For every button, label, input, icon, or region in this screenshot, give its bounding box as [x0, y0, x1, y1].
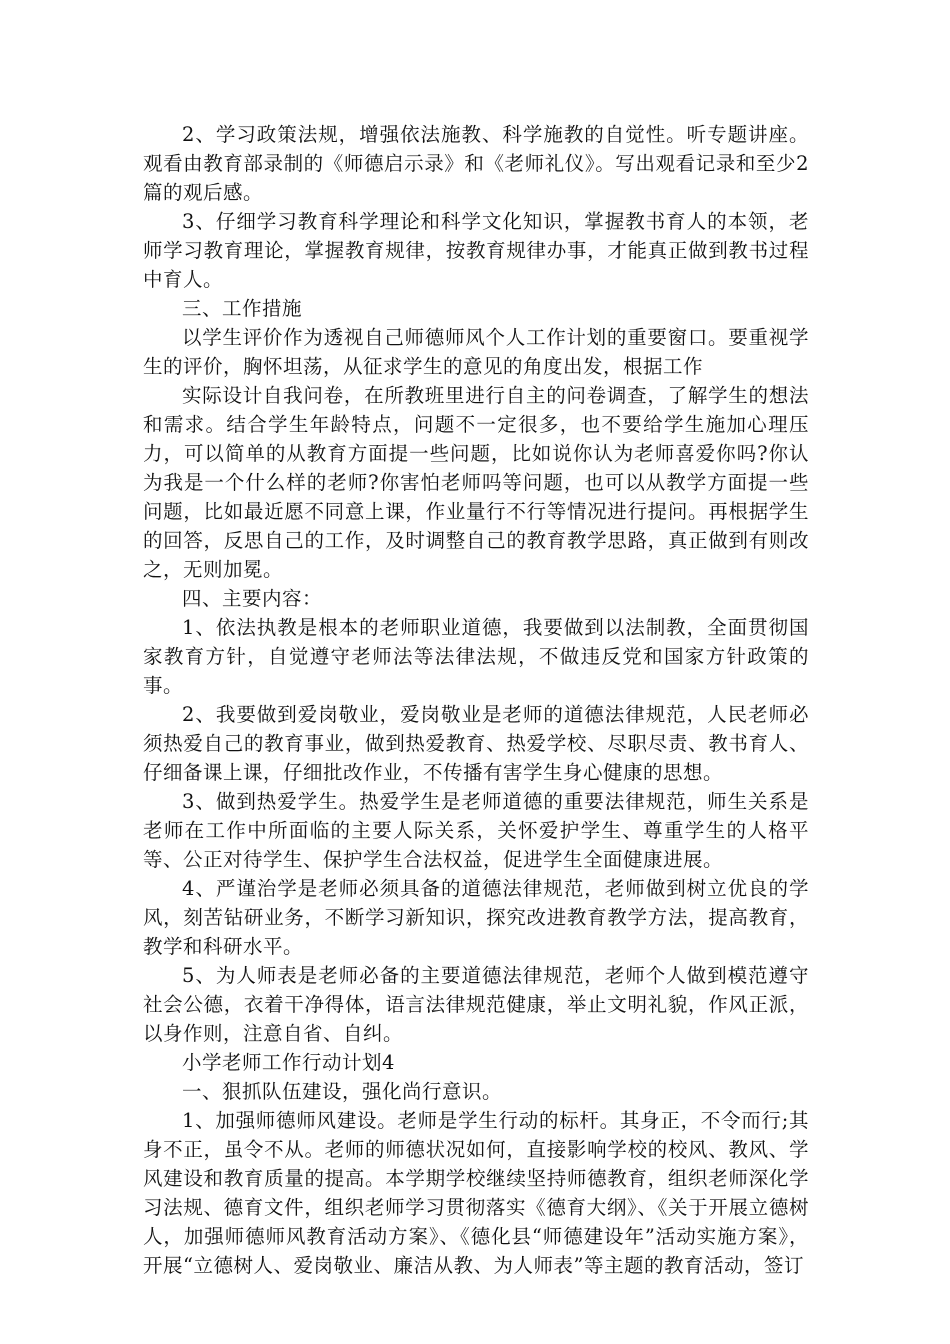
paragraph-rigorous-study: 4、严谨治学是老师必须具备的道德法律规范，老师做到树立优良的学风，刻苦钻研业务，不断学习新知识，探究改进教育教学方法，提高教育，教学和科研水平。	[143, 877, 809, 958]
paragraph-love-students: 3、做到热爱学生。热爱学生是老师道德的重要法律规范，师生关系是老师在工作中所面临的主要人际关系，关怀爱护学生、尊重学生的人格平等、公正对待学生、保护学生合法权益，促进学生全面健康进展。	[143, 790, 809, 871]
paragraph-ethics-building: 1、加强师德师风建设。老师是学生行动的标杆。其身正，不令而行;其身不正，虽令不从。老师的师德状况如何，直接影响学校的校风、教风、学风建设和教育质量的提高。本学期学校继续坚持师德教育，组织老师深化学习法规、德育文件，组织老师学习贯彻落实《德育大纲》、《关于开展立德树人，加强师德师风教育活动方案》、《德化县“师德建设年”活动实施方案》，开展“立德树人、爱岗敬业、廉洁从教、为人师表”等主题的教育活动，签订	[143, 1109, 809, 1277]
paragraph-dedication: 2、我要做到爱岗敬业，爱岗敬业是老师的道德法律规范，人民老师必须热爱自己的教育事业，做到热爱教育、热爱学校、尽职尽责、教书育人、仔细备课上课，仔细批改作业，不传播有害学生身心健康的思想。	[143, 703, 809, 784]
paragraph-role-model: 5、为人师表是老师必备的主要道德法律规范，老师个人做到模范遵守社会公德，衣着干净得体，语言法律规范健康，举止文明礼貌，作风正派，以身作则，注意自省、自纠。	[143, 964, 809, 1045]
paragraph-law-teaching: 1、依法执教是根本的老师职业道德，我要做到以法制教，全面贯彻国家教育方针，自觉遵守老师法等法律法规，不做违反党和国家方针政策的事。	[143, 616, 809, 697]
paragraph-questionnaire: 实际设计自我问卷，在所教班里进行自主的问卷调查，了解学生的想法和需求。结合学生年龄特点，问题不一定很多，也不要给学生施加心理压力，可以简单的从教育方面提一些问题，比如说你认为老师喜爱你吗?你认为我是一个什么样的老师?你害怕老师吗等问题，也可以从教学方面提一些问题，比如最近愿不同意上课，作业量行不行等情况进行提问。再根据学生的回答，反思自己的工作，及时调整自己的教育教学思路，真正做到有则改之，无则加冕。	[143, 384, 809, 581]
paragraph-study-theory: 3、仔细学习教育科学理论和科学文化知识，掌握教书育人的本领，老师学习教育理论，掌握教育规律，按教育规律办事，才能真正做到教书过程中育人。	[143, 210, 809, 291]
heading-plan-4: 小学老师工作行动计划4	[182, 1051, 395, 1074]
heading-work-measures: 三、工作措施	[182, 297, 303, 320]
paragraph-study-policy: 2、学习政策法规，增强依法施教、科学施教的自觉性。听专题讲座。观看由教育部录制的《师德启示录》和《老师礼仪》。写出观看记录和至少2篇的观后感。	[143, 123, 809, 204]
paragraph-student-evaluation: 以学生评价作为透视自己师德师风个人工作计划的重要窗口。要重视学生的评价，胸怀坦荡，从征求学生的意见的角度出发，根据工作	[143, 326, 809, 378]
heading-team-building: 一、狠抓队伍建设，强化尚行意识。	[182, 1080, 503, 1103]
document-body	[143, 120, 809, 1280]
heading-main-content: 四、主要内容：	[182, 587, 323, 610]
